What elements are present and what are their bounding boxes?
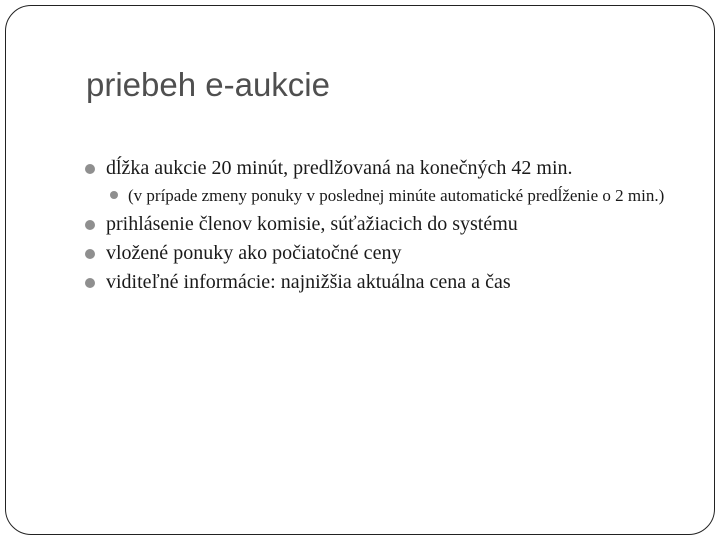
bullet-dot-icon [85, 220, 95, 230]
slide-title: priebeh e-aukcie [86, 66, 330, 103]
sub-bullet-item [84, 185, 684, 207]
bullet-item [84, 156, 684, 180]
bullet-dot-icon [85, 278, 95, 288]
bullet-text: vložené ponuky ako počiatočné ceny [106, 242, 402, 264]
bullet-dot-icon [85, 249, 95, 259]
bullet-dot-icon [85, 164, 95, 174]
bullet-item [84, 270, 684, 294]
bullet-item [84, 212, 684, 236]
sub-bullet-text: (v prípade zmeny ponuky v poslednej minúte automatické predĺženie o 2 min.) [128, 186, 665, 205]
bullet-item [84, 241, 684, 265]
slide [5, 5, 715, 535]
bullet-dot-icon [110, 191, 118, 199]
bullet-text: prihlásenie členov komisie, súťažiacich do systému [106, 213, 518, 235]
bullet-text: dĺžka aukcie 20 minút, predlžovaná na konečných 42 min. [106, 157, 573, 179]
bullet-text: viditeľné informácie: najnižšia aktuálna cena a čas [106, 271, 511, 293]
bullet-list [84, 156, 684, 299]
